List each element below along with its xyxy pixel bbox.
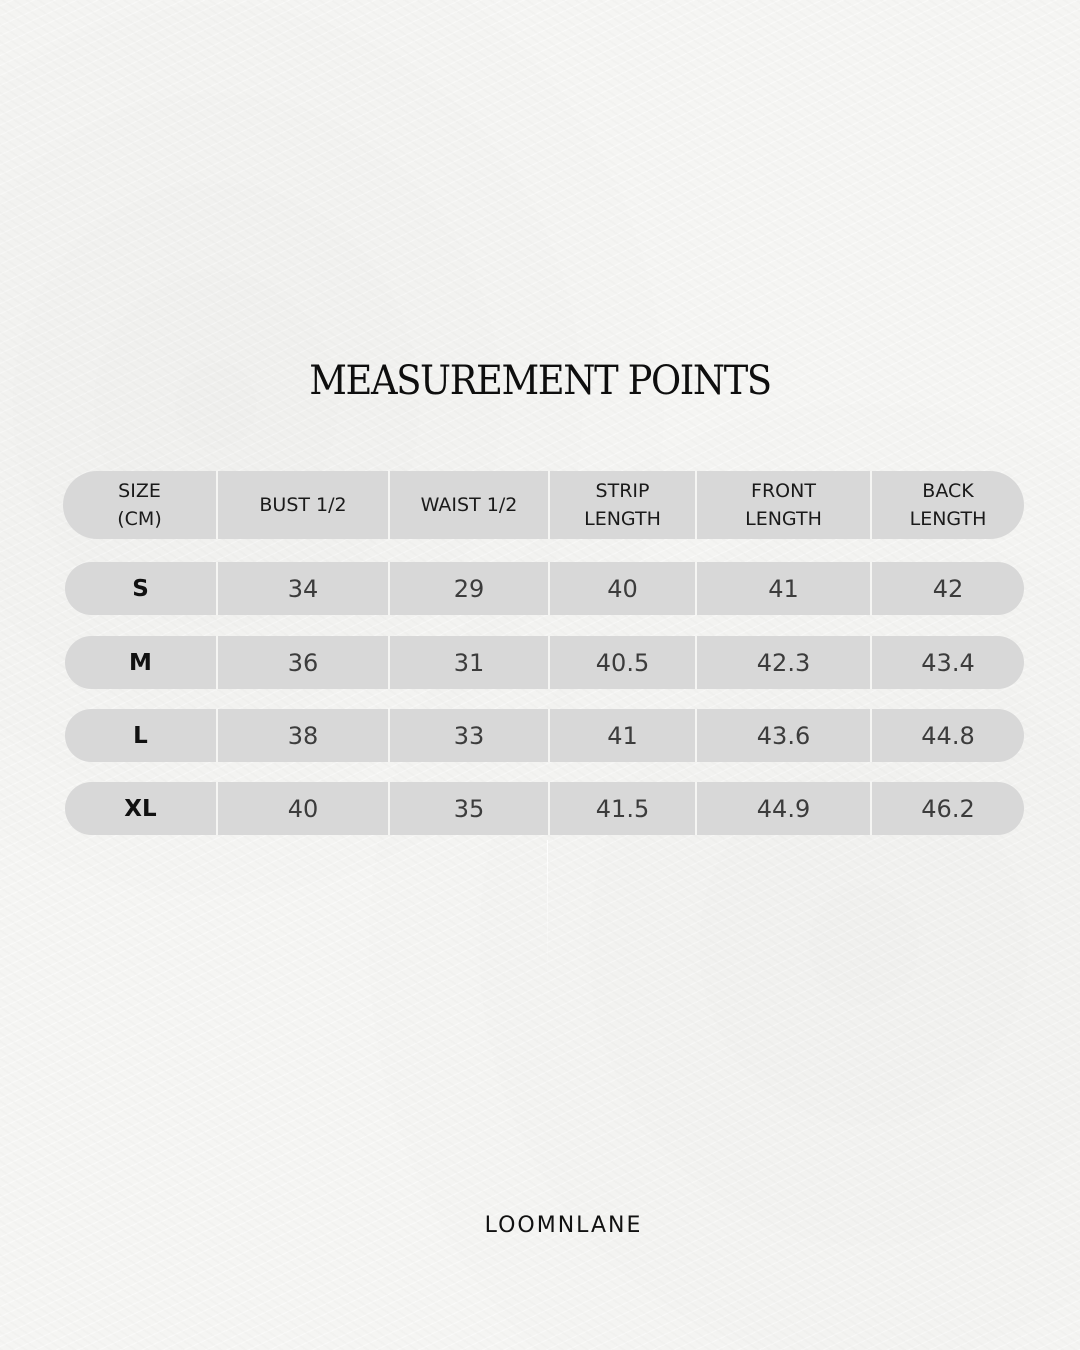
back-length-cell: 44.8 (872, 709, 1024, 762)
header-back-length: BACK LENGTH (872, 471, 1024, 539)
header-waist: WAIST 1/2 (390, 471, 550, 539)
table-row (63, 636, 1024, 689)
brand-name: LOOMNLANE (484, 1213, 643, 1238)
size-cell: XL (65, 782, 218, 835)
waist-cell: 31 (390, 636, 550, 689)
back-length-cell: 42 (872, 562, 1024, 615)
bust-cell: 36 (218, 636, 390, 689)
header-strip-length: STRIP LENGTH (550, 471, 697, 539)
back-length-cell: 43.4 (872, 636, 1024, 689)
strip-length-cell: 40 (550, 562, 697, 615)
bust-cell: 34 (218, 562, 390, 615)
bust-cell: 38 (218, 709, 390, 762)
size-cell: S (65, 562, 218, 615)
header-bust: BUST 1/2 (218, 471, 390, 539)
strip-length-cell: 41 (550, 709, 697, 762)
waist-cell: 35 (390, 782, 550, 835)
front-length-cell: 42.3 (697, 636, 872, 689)
back-length-cell: 46.2 (872, 782, 1024, 835)
front-length-cell: 44.9 (697, 782, 872, 835)
table-row (63, 782, 1024, 835)
table-row (63, 709, 1024, 762)
size-cell: M (65, 636, 218, 689)
decorative-divider (547, 840, 548, 980)
size-cell: L (65, 709, 218, 762)
waist-cell: 33 (390, 709, 550, 762)
table-row (63, 562, 1024, 615)
page-title: MEASUREMENT POINTS (309, 358, 771, 404)
front-length-cell: 41 (697, 562, 872, 615)
strip-length-cell: 41.5 (550, 782, 697, 835)
front-length-cell: 43.6 (697, 709, 872, 762)
bust-cell: 40 (218, 782, 390, 835)
table-header-row (63, 471, 1024, 539)
strip-length-cell: 40.5 (550, 636, 697, 689)
header-front-length: FRONT LENGTH (697, 471, 872, 539)
waist-cell: 29 (390, 562, 550, 615)
header-size: SIZE (CM) (63, 471, 218, 539)
